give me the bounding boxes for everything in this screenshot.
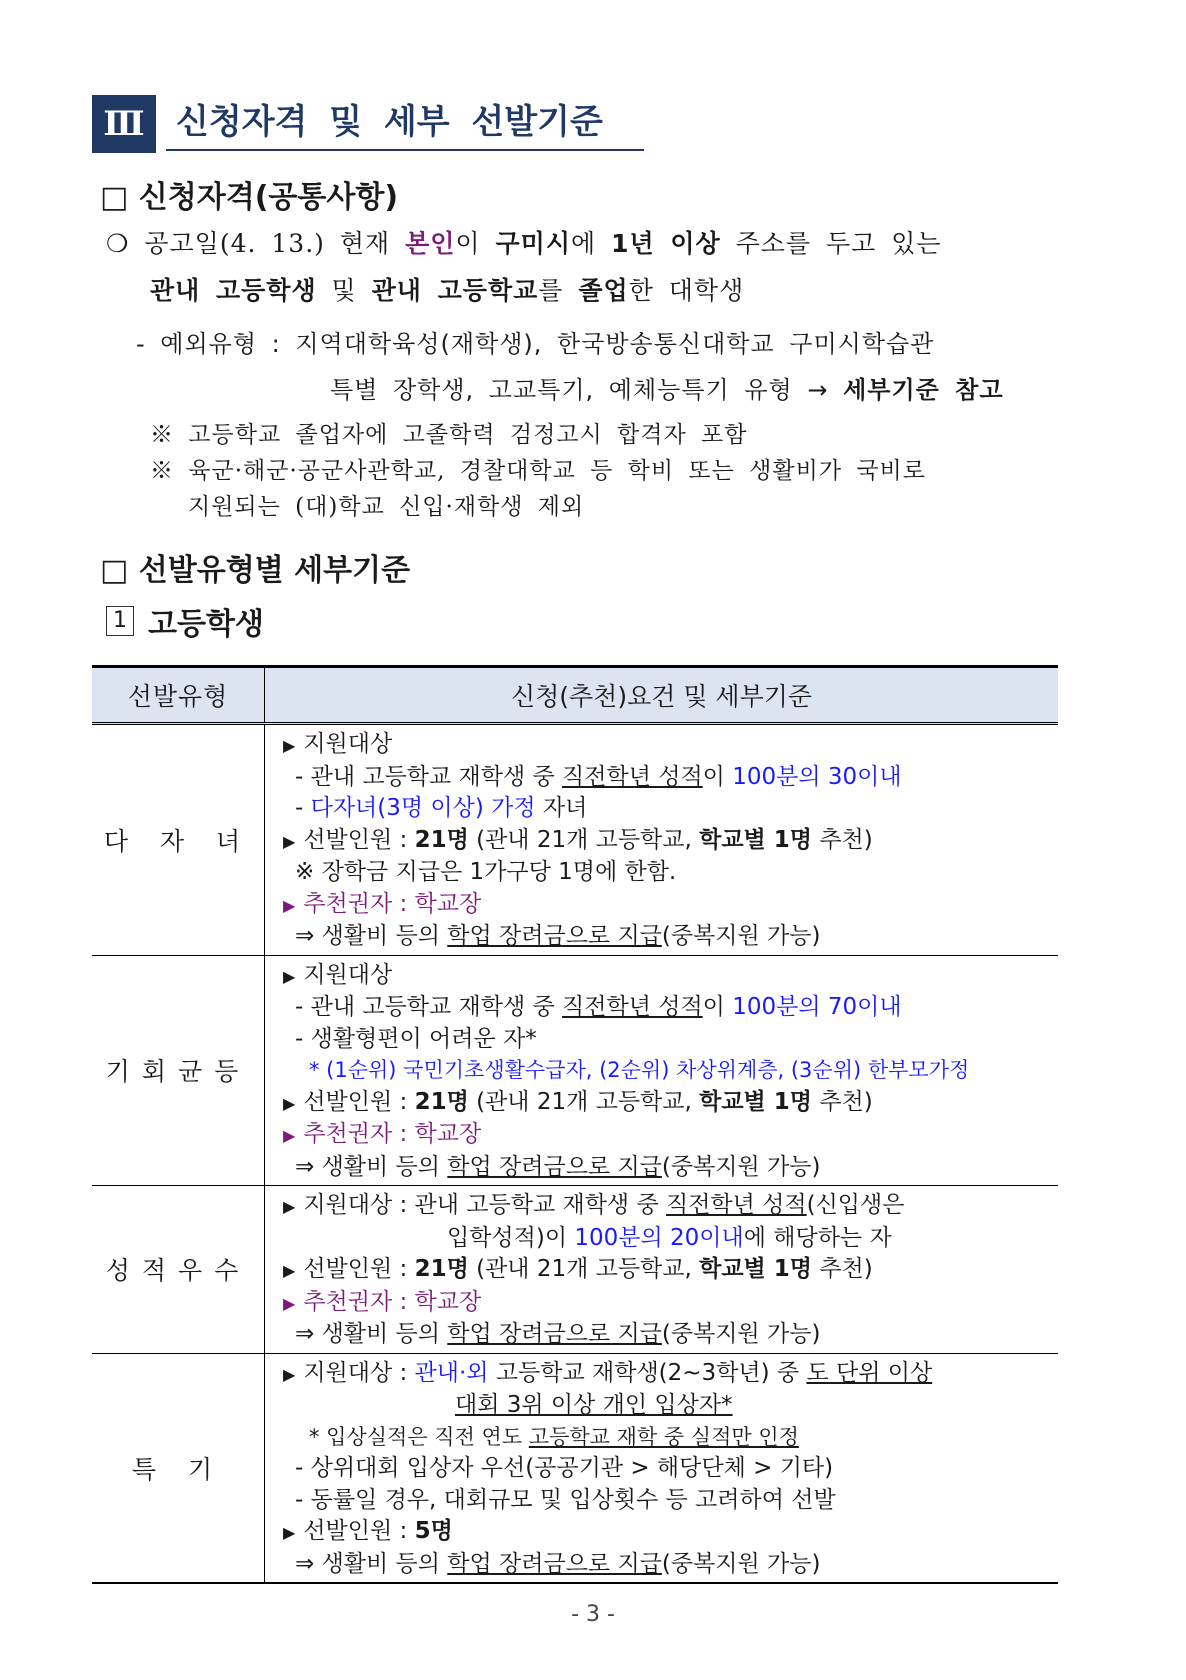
select-count-line: ▶ 선발인원 : 21명 (관내 21개 고등학교, 학교별 1명 추천) (283, 1088, 873, 1115)
page-number: - 3 - (571, 1602, 615, 1627)
col-header-criteria: 신청(추천)요건 및 세부기준 (265, 667, 1059, 724)
note-1: ※ 고등학교 졸업자에 고졸학력 검정고시 합격자 포함 (150, 422, 748, 448)
sub-heading-title: 고등학생 (148, 607, 264, 642)
section-number: Ⅲ (92, 95, 156, 153)
sub-heading (106, 603, 264, 642)
payment-line: ⇒ 생활비 등의 학업 장려금으로 지급(중복지원 가능) (295, 1550, 821, 1577)
criteria-cell: ▶ 지원대상 - 관내 고등학교 재학생 중 직전학년 성적이 100분의 70이내 - 생활형편이 어려운 자* * (1순위) 국민기초생활수급자, (2순위) 차상위계층, (3순위) 한부모가정 ▶ 선발인원 : 21명 (관내 21개 고등학교, 학교별 1명 추천) ▶ 추천권자 : 학교장 ⇒ 생활비 등의 학업 장려금으로 지급(중복지원 가능) (265, 955, 1059, 1186)
payment-line: ⇒ 생활비 등의 학업 장려금으로 지급(중복지원 가능) (295, 1153, 821, 1180)
sub-heading-number: 1 (106, 606, 134, 636)
target-line: ▶ 지원대상 : 관내 고등학교 재학생 중 직전학년 성적(신입생은 (283, 1192, 905, 1218)
target-line: ▶ 지원대상 : 관내·외 고등학교 재학생(2~3학년) 중 도 단위 이상 (283, 1359, 933, 1386)
section-header (92, 95, 644, 153)
table-row (92, 724, 1058, 956)
col-header-type: 선발유형 (92, 667, 265, 724)
table-row (92, 955, 1058, 1186)
exception-line1: - 예외유형 : 지역대학육성(재학생), 한국방송통신대학교 구미시학습관 (136, 330, 935, 358)
section-title: 신청자격 및 세부 선발기준 (166, 95, 644, 151)
payment-line: ⇒ 생활비 등의 학업 장려금으로 지급(중복지원 가능) (295, 1321, 821, 1347)
criteria-cell: ▶ 지원대상 - 관내 고등학교 재학생 중 직전학년 성적이 100분의 30이내 - 다자녀(3명 이상) 가정 자녀 ▶ 선발인원 : 21명 (관내 21개 고등학교, 학교별 1명 추천) ※ 장학금 지급은 1가구당 1명에 한함. ▶ 추천권자 : 학교장 ⇒ 생활비 등의 학업 장려금으로 지급(중복지원 가능) (265, 724, 1059, 956)
bullet-marker: ❍ (106, 229, 130, 258)
recommender-line: ▶ 추천권자 : 학교장 (283, 1121, 482, 1147)
category-cell: 다 자 녀 (92, 724, 265, 956)
select-count-line: ▶ 선발인원 : 5명 (283, 1518, 453, 1544)
select-count-line: ▶ 선발인원 : 21명 (관내 21개 고등학교, 학교별 1명 추천) (283, 1256, 873, 1282)
payment-line: ⇒ 생활비 등의 학업 장려금으로 지급(중복지원 가능) (295, 923, 821, 949)
category-cell: 성적우수 (92, 1186, 265, 1354)
category-cell: 특 기 (92, 1353, 265, 1583)
select-count-line: ▶ 선발인원 : 21명 (관내 21개 고등학교, 학교별 1명 추천) (283, 826, 873, 853)
note-2: ※ 육군·해군·공군사관학교, 경찰대학교 등 학비 또는 생활비가 국비로 (150, 458, 926, 484)
criteria-cell: ▶ 지원대상 : 관내 고등학교 재학생 중 직전학년 성적(신입생은 입학성적)이 100분의 20이내에 해당하는 자 ▶ 선발인원 : 21명 (관내 21개 고등학교, 학교별 1명 추천) ▶ 추천권자 : 학교장 ⇒ 생활비 등의 학업 장려금으로 지급(중복지원 가능) (265, 1186, 1059, 1354)
target-line: ▶ 지원대상 (283, 961, 393, 988)
criteria-table (92, 665, 1058, 1584)
note-line: ※ 장학금 지급은 1가구당 1명에 한함. (295, 859, 677, 885)
exception-line2: 특별 장학생, 고교특기, 예체능특기 유형 → 세부기준 참고 (330, 376, 1004, 404)
criteria-cell: ▶ 지원대상 : 관내·외 고등학교 재학생(2~3학년) 중 도 단위 이상 대회 3위 이상 개인 입상자* * 입상실적은 직전 연도 고등학교 재학 중 실적만 인정 - 상위대회 입상자 우선(공공기관 > 해당단체 > 기타) - 동률일 경우, 대회규모 및 입상횟수 등 고려하여 선발 ▶ 선발인원 : 5명 ⇒ 생활비 등의 학업 장려금으로 지급(중복지원 가능) (265, 1353, 1059, 1583)
qualification-heading: □ 신청자격(공통사항) (100, 180, 399, 215)
priority-note: * (1순위) 국민기초생활수급자, (2순위) 차상위계층, (3순위) 한부모가정 (309, 1058, 970, 1082)
category-cell: 기회균등 (92, 955, 265, 1186)
recommender-line: ▶ 추천권자 : 학교장 (283, 890, 482, 917)
table-row (92, 1353, 1058, 1583)
recommender-line: ▶ 추천권자 : 학교장 (283, 1288, 482, 1315)
criteria-heading: □ 선발유형별 세부기준 (100, 553, 411, 588)
qualification-bullet-line1: ❍ 공고일(4. 13.) 현재 본인이 구미시에 1년 이상 주소를 두고 있는 (106, 229, 942, 258)
qualification-bullet-line2: 관내 고등학생 및 관내 고등학교를 졸업한 대학생 (150, 276, 745, 305)
table-header-row (92, 667, 1058, 724)
table-row (92, 1186, 1058, 1354)
note-3: 지원되는 (대)학교 신입·재학생 제외 (188, 494, 585, 520)
target-line: ▶ 지원대상 (283, 731, 393, 757)
